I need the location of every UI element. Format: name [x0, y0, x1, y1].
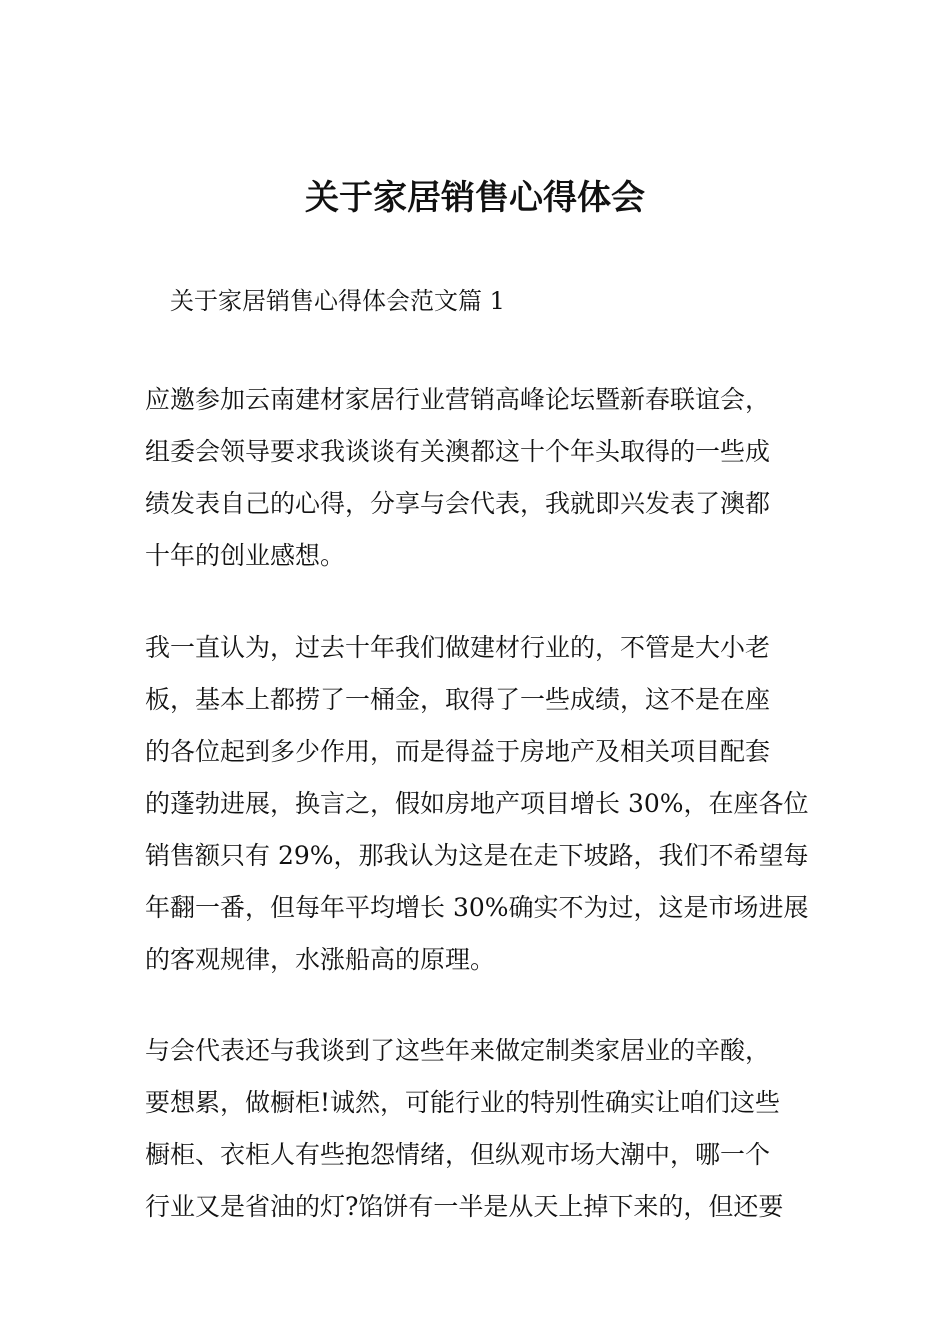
paragraph-line: 板，基本上都捞了一桶金，取得了一些成绩，这不是在座	[145, 685, 771, 714]
paragraph-1	[145, 374, 825, 582]
paragraph-line: 的蓬勃进展，换言之，假如房地产项目增长 30%，在座各位	[145, 789, 809, 818]
paragraph-line: 橱柜、衣柜人有些抱怨情绪，但纵观市场大潮中，哪一个	[145, 1140, 771, 1169]
page-title: 关于家居销售心得体会	[305, 178, 645, 218]
paragraph-2	[145, 622, 825, 986]
paragraph-line: 的客观规律，水涨船高的原理。	[145, 945, 496, 974]
paragraph-line: 绩发表自己的心得，分享与会代表，我就即兴发表了澳都	[145, 489, 771, 518]
paragraph-line: 要想累，做橱柜!诚然，可能行业的特别性确实让咱们这些	[145, 1088, 781, 1117]
section-subtitle: 关于家居销售心得体会范文篇 1	[170, 287, 505, 315]
paragraph-line: 销售额只有 29%，那我认为这是在走下坡路，我们不希望每	[145, 841, 809, 870]
paragraph-line: 我一直认为，过去十年我们做建材行业的，不管是大小老	[145, 633, 771, 662]
paragraph-line: 与会代表还与我谈到了这些年来做定制类家居业的辛酸，	[145, 1036, 771, 1065]
paragraph-line: 十年的创业感想。	[145, 541, 346, 570]
paragraph-line: 组委会领导要求我谈谈有关澳都这十个年头取得的一些成	[145, 437, 771, 466]
paragraph-3	[145, 1025, 825, 1233]
paragraph-line: 行业又是省油的灯?馅饼有一半是从天上掉下来的，但还要	[145, 1192, 784, 1221]
paragraph-line: 年翻一番，但每年平均增长 30%确实不为过，这是市场进展	[145, 893, 809, 922]
paragraph-line: 应邀参加云南建材家居行业营销高峰论坛暨新春联谊会，	[145, 385, 771, 414]
paragraph-line: 的各位起到多少作用，而是得益于房地产及相关项目配套	[145, 737, 771, 766]
